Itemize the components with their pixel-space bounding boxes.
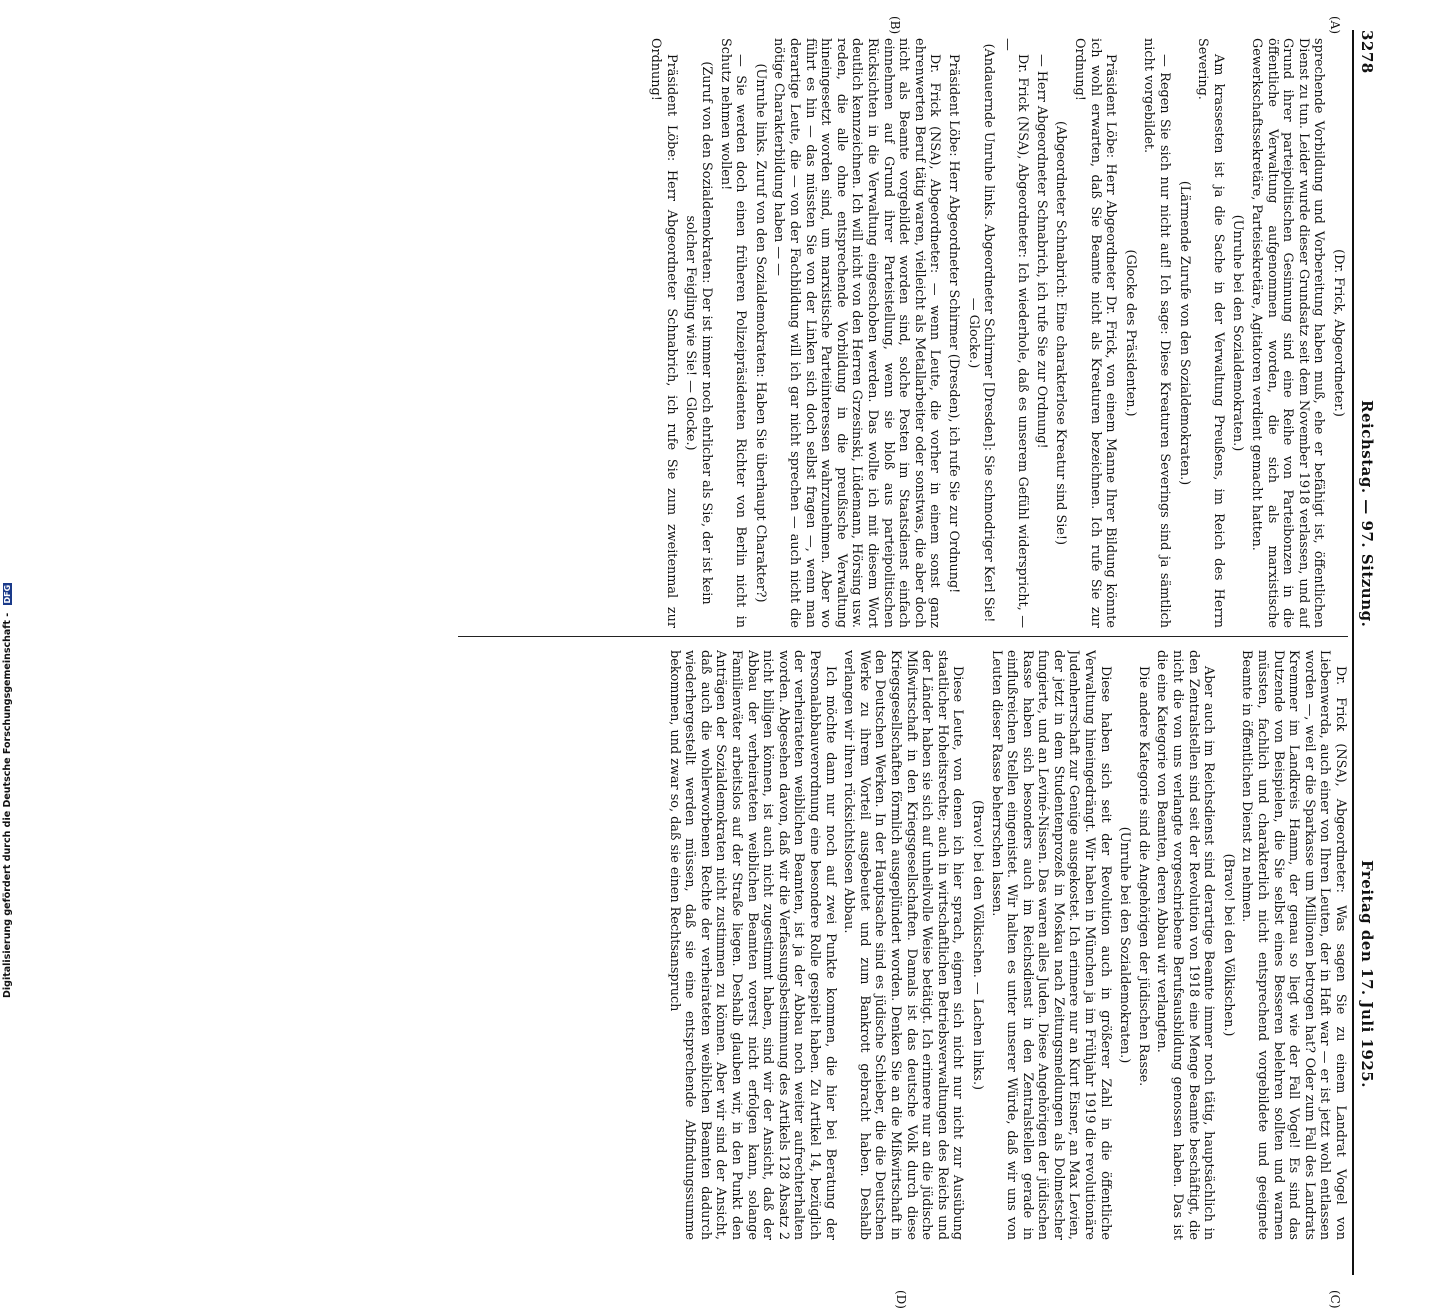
paragraph: Diese haben sich seit der Revolution auch in größerer Zahl in die öffentliche Verwaltung hineingedrängt. Wir haben in München ja im Frühjahr 1919 die revolutionäre Judenherrschaft zur Genüge ausgekostet. Ich erinnere nur an Kurt Eisner, an Max Levien, der jetzt in dem Studentenprozeß in Moskau nach Zeitungsmeldungen als Dolmetscher fungierte, und an Leviné-Nissen. Das waren alles Juden. Diese Angehörigen der jüdischen Rasse haben sich besonders auch im Reichsdienst in den Zentralstellen gerade in einflußreichen Stellen eingenistet. Wir halten es unter unserer Würde, daß wir uns von Leuten dieser Rasse beherrschen lassen. — [988, 650, 1113, 1240]
paragraph: Die andere Kategorie sind die Angehörigen der jüdischen Rasse. — [1135, 666, 1151, 1087]
speech-president: Präsident Löbe: Herr Abgeordneter Schirmer (Dresden), ich rufe Sie zur Ordnung! — [945, 54, 961, 594]
speech-frick: Dr. Frick (NSA), Abgeordneter: Ich wiederhole, daß es unserem Gefühl widerspricht, — — — [999, 38, 1031, 628]
speech-president: Präsident Löbe: Herr Abgeordneter Dr. Frick, von einem Manne Ihrer Bildung könnte ich wohl erwarten, daß Sie Beamte nicht als Kreaturen bezeichnen. Ich rufe Sie zur Ordnung! — [1072, 38, 1119, 628]
paragraph: Am krassesten ist ja die Sache in der Verwaltung Preußens, im Reich des Herrn Severing. — [1195, 38, 1226, 628]
right-column — [458, 650, 1348, 1240]
paragraph: — Regen Sie sich nur nicht auf! Ich sage: Diese Kreaturen Severings sind ja sämtlich nicht vorgebildet. — [1141, 38, 1173, 628]
interjection: (Andauernde Unruhe links. Abgeordneter Schirmer [Dresden]: Sie schmodriger Kerl Sie! — Glocke.) — [965, 43, 997, 623]
header-title: Reichstag. — 97. Sitzung. — [1358, 400, 1376, 628]
column-divider — [458, 636, 1348, 637]
margin-mark-d: (D) — [894, 1290, 908, 1309]
interjection: (Unruhe links. Zuruf von den Sozialdemokraten: Haben Sie überhaupt Charakter?) — [752, 63, 768, 603]
speech-frick: Dr. Frick (NSA), Abgeordneter: — wenn Leute, die vorher in einem sonst ganz ehrenwerten Beruf tätig waren, vielleicht als Metallarbeiter oder sonstwas, die aber doch nicht als Beamte vorgebildet worden sind, solche Posten im Staatsdienst einfach einnehmen auf Grund ihrer Parteistellung, wenn sie bloß aus parteipolitischen Rücksichten in die Verwaltung eingeschoben werden. Das wollte ich mit diesem Wort deutlich kennzeichnen. Ich will nicht von den Herren Grzesinski, Lüdemann, Hörsing usw. reden, die alle ohne entsprechende Vorbildung in die preußische Verwaltung hineingesetzt worden sind, um marxistische Parteiinteressen wahrzunehmen. Aber wo führt es hin — das müssten Sie von der Linken sich doch selbst fragen —, wenn man derartige Leute, die — von der Fachbildung will ich gar nicht sprechen — auch nicht die nötige Charakterbildung haben — — — [771, 38, 943, 628]
interjection: (Bravo! bei den Völkischen. — Lachen links.) — [969, 799, 985, 1091]
margin-mark-a: (A) — [1328, 16, 1342, 35]
digitization-footer — [2, 0, 16, 998]
dfg-logo: DFG — [3, 584, 12, 604]
margin-mark-c: (C) — [1328, 1290, 1342, 1309]
paragraph: — Herr Abgeordneter Schnabrich, ich rufe Sie zur Ordnung! — [1033, 54, 1049, 449]
interjection: (Zuruf von den Sozialdemokraten: Der ist immer noch ehrlicher als Sie, der ist kein solcher Feigling wie Sie! — Glocke.) — [683, 61, 715, 605]
paragraph: sprechende Vorbildung und Vorbereitung haben muß, ehe er befähigt ist, öffentlichen Dienst zu tun. Leider wurde dieser Grundsatz seit dem November 1918 verlassen, und auf Grund ihrer parteipolitischen Gesinnung sind eine Reihe von Parteibonzen in die öffentliche Verwaltung aufgenommen worden, die sich als marxistische Gewerkschaftssekretäre, Parteisekretäre, Agitatoren verdient gemacht hatten. — [1249, 38, 1327, 628]
paragraph: Ich möchte dann nur noch auf zwei Punkte kommen, die hier bei Beratung der Personalabbauverordnung eine besondere Rolle gespielt haben. Zu Artikel 14, bezüglich der verheirateten weiblichen Beamten, ist ja der Abbau noch weiter aufrechterhalten worden. Abgesehen davon, daß wir die Verfassungsbestimmung des Artikels 128 Absatz 2 nicht billigen können, ist auch nicht zugestimmt haben, sind wir der Ansicht, daß der Abbau der verheirateten weiblichen Beamten vorerst nicht erfolgen kann, solange Familienväter arbeitslos auf der Straße liegen. Deshalb glauben wir, in den Punkt den Anträgen der Sozialdemokraten nicht zustimmen zu können. Aber wir sind der Ansicht, daß auch die wohlerworbenen Rechte der verheirateten weiblichen Beamten dadurch wiederhergestellt werden müssen, daß sie eine entsprechende Abfindungssumme bekommen, und zwar so, daß sie einen Rechtsanspruch — [666, 650, 838, 1240]
interjection: (Bravo! bei den Völkischen.) — [1220, 853, 1236, 1037]
header-date: Freitag den 17. Juli 1925. — [1358, 860, 1376, 1088]
page-header — [1354, 30, 1376, 1275]
paragraph: Diese Leute, von denen ich hier sprach, eignen sich nicht nur nicht zur Ausübung staatlicher Hoheitsrechte; auch in wirtschaftlichen Betriebsverwaltungen des Reichs und der Länder haben sie sich auf unheilvolle Weise betätigt. Ich erinnere nur an die jüdische Mißwirtschaft in den Kriegsgesellschaften. Damals ist das deutsche Volk durch diese Kriegsgesellschaften förmlich ausgeplündert worden. Denken Sie an die Mißwirtschaft in den Deutschen Werken. In der Hauptsache sind es jüdische Schieber, die die Deutschen Werke zu ihrem Vorteil ausgebeutet und zum Bankrott gebracht haben. Deshalb verlangen wir ihren rücksichtslosen Abbau. — [841, 650, 966, 1240]
page-number: 3278 — [1358, 30, 1376, 74]
interjection: (Abgeordneter Schnabrich: Eine charakterlose Kreatur sind Sie!) — [1053, 120, 1069, 546]
paragraph: Aber auch im Reichsdienst sind derartige Beamte immer noch tätig, hauptsächlich in den Zentralstellen sind seit der Revolution von 1918 eine Menge Beamte beschäftigt, die nicht die von uns verlangte vorgeschriebene Berufsausbildung genossen haben. Das ist die eine Kategorie von Beamten, deren Abbau wir verlangten. — [1154, 650, 1217, 1240]
left-column — [458, 38, 1348, 628]
header-rule — [1352, 30, 1354, 1275]
interjection: (Glocke des Präsidenten.) — [1122, 249, 1138, 417]
interjection: (Unruhe bei den Sozialdemokraten.) — [1230, 214, 1246, 452]
speaker-continuation: (Dr. Frick, Abgeordneter.) — [1331, 249, 1346, 417]
speech-president: Präsident Löbe: Herr Abgeordneter Schnabrich, ich rufe Sie zum zweitenmal zur Ordnung! — [648, 38, 679, 628]
paragraph: — Sie werden doch einen früheren Polizeipräsidenten Richter von Berlin nicht in Schutz nehmen wollen! — [717, 38, 749, 628]
speech-frick: Dr. Frick (NSA), Abgeordneter: Was sagen Sie zu einem Landrat Vogel von Liebenwerda, auch einer von Ihren Leuten, der in Haft war — er ist jetzt wohl entlassen worden —, weil er die Sparkasse um Millionen betrogen hat? Oder zum Fall des Landrats Kremmer im Landkreis Hamm, der genau so liegt wie der Fall Vogel! Es sind das Dutzende von Beispielen, die Sie selbst eines Besseren belehren sollten und warnen müssten, fachlich und charakterlich nicht entsprechend vorgebildete und geeignete Beamte in öffentlichen Dienst zu nehmen. — [1239, 650, 1348, 1240]
footer-text: Digitalisierung gefördert durch die Deutsche Forschungsgemeinschaft - — [2, 612, 13, 998]
interjection: (Lärmende Zurufe von den Sozialdemokraten.) — [1176, 180, 1192, 486]
interjection: (Unruhe bei den Sozialdemokraten.) — [1117, 826, 1133, 1064]
margin-mark-b: (B) — [888, 16, 902, 35]
